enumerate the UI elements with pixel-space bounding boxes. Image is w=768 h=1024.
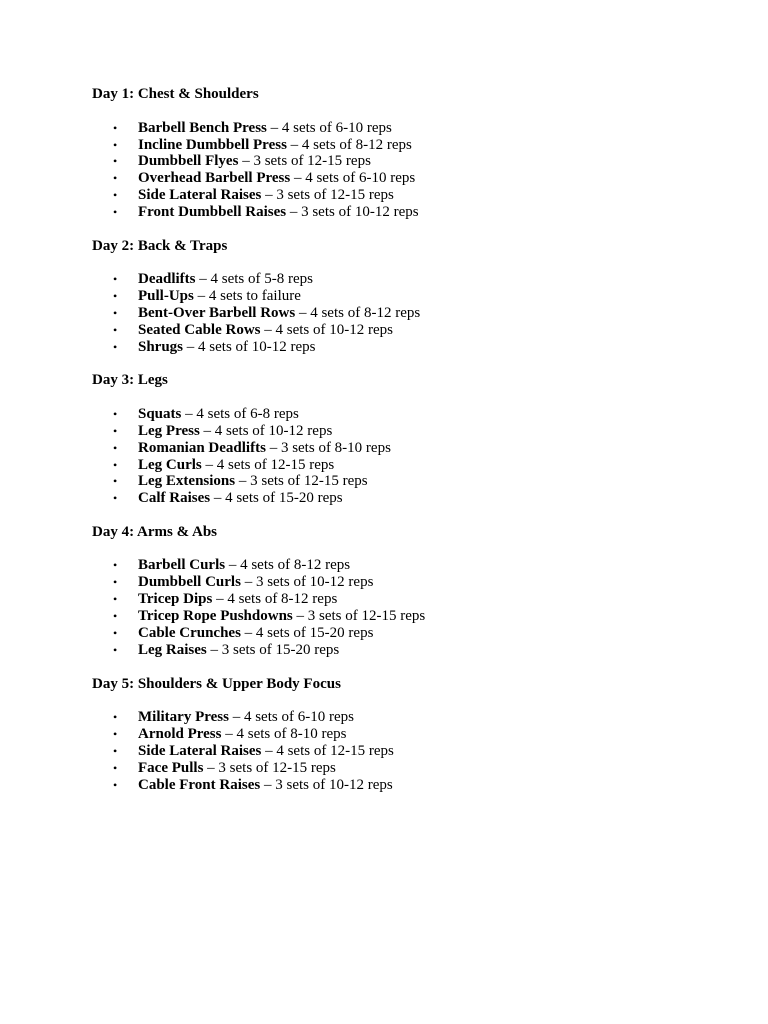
list-item [113, 322, 393, 339]
list-item [113, 557, 350, 574]
bullet-icon: • [113, 138, 118, 152]
exercise-name: Barbell Curls [138, 557, 226, 573]
exercise-detail: – 3 sets of 10-12 reps [286, 204, 419, 220]
exercise-detail: – 4 sets of 10-12 reps [183, 339, 316, 355]
exercise-name: Seated Cable Rows [138, 322, 261, 338]
exercise-name: Romanian Deadlifts [138, 440, 266, 456]
list-item [113, 271, 313, 288]
list-item [113, 288, 301, 305]
exercise-name: Pull-Ups [138, 288, 194, 304]
exercise-name: Overhead Barbell Press [138, 170, 291, 186]
exercise-detail: – 4 sets of 15-20 reps [210, 490, 343, 506]
exercise-name: Side Lateral Raises [138, 743, 262, 759]
exercise-detail: – 4 sets of 8-12 reps [212, 591, 338, 607]
exercise-detail: – 4 sets of 15-20 reps [240, 625, 374, 641]
list-item [113, 440, 391, 457]
exercise-name: Squats [138, 406, 182, 422]
list-item [113, 423, 332, 440]
bullet-icon: • [113, 491, 118, 505]
exercise-name: Leg Curls [138, 457, 202, 473]
bullet-icon: • [113, 289, 118, 303]
bullet-icon: • [113, 710, 118, 724]
exercise-detail: – 4 sets of 8-12 reps [225, 557, 351, 573]
exercise-detail: – 3 sets of 12-15 reps [261, 187, 394, 203]
bullet-icon: • [113, 424, 118, 438]
exercise-detail: – 3 sets of 12-15 reps [235, 473, 368, 489]
exercise-detail: – 3 sets of 12-15 reps [203, 760, 336, 776]
exercise-name: Military Press [138, 709, 229, 725]
list-item [113, 305, 420, 322]
bullet-icon: • [113, 188, 118, 202]
bullet-icon: • [113, 761, 118, 775]
exercise-name: Leg Press [138, 423, 200, 439]
exercise-detail: – 3 sets of 10-12 reps [240, 574, 374, 590]
exercise-name: Tricep Dips [138, 591, 213, 607]
bullet-icon: • [113, 458, 118, 472]
exercise-detail: – 4 sets of 6-10 reps [266, 120, 392, 136]
list-item [113, 760, 336, 777]
exercise-detail: – 3 sets of 12-15 reps [292, 608, 426, 624]
exercise-detail: – 4 sets to failure [193, 288, 301, 304]
list-item [113, 642, 339, 659]
bullet-icon: • [113, 558, 118, 572]
bullet-icon: • [113, 626, 118, 640]
bullet-icon: • [113, 575, 118, 589]
day-3-heading: Day 3: Legs [92, 372, 168, 388]
exercise-name: Side Lateral Raises [138, 187, 262, 203]
exercise-name: Shrugs [138, 339, 184, 355]
bullet-icon: • [113, 474, 118, 488]
exercise-detail: – 4 sets of 10-12 reps [199, 423, 333, 439]
list-item [113, 187, 394, 204]
bullet-icon: • [113, 340, 118, 354]
exercise-name: Dumbbell Curls [138, 574, 241, 590]
bullet-icon: • [113, 407, 118, 421]
list-item [113, 170, 415, 187]
bullet-icon: • [113, 323, 118, 337]
exercise-detail: – 4 sets of 6-10 reps [290, 170, 416, 186]
exercise-name: Leg Raises [138, 642, 207, 658]
bullet-icon: • [113, 744, 118, 758]
bullet-icon: • [113, 154, 118, 168]
bullet-icon: • [113, 592, 118, 606]
list-item [113, 137, 412, 154]
exercise-name: Calf Raises [138, 490, 211, 506]
exercise-detail: – 4 sets of 8-12 reps [295, 305, 421, 321]
day-2-heading: Day 2: Back & Traps [92, 238, 228, 254]
list-item [113, 608, 425, 625]
list-item [113, 473, 368, 490]
list-item [113, 153, 371, 170]
list-item [113, 591, 337, 608]
exercise-name: Face Pulls [138, 760, 204, 776]
exercise-detail: – 4 sets of 6-8 reps [181, 406, 299, 422]
bullet-icon: • [113, 121, 118, 135]
bullet-icon: • [113, 205, 118, 219]
day-5-heading: Day 5: Shoulders & Upper Body Focus [92, 676, 341, 692]
bullet-icon: • [113, 643, 118, 657]
list-item [113, 743, 394, 760]
day-4-heading: Day 4: Arms & Abs [92, 524, 218, 540]
bullet-icon: • [113, 272, 118, 286]
exercise-name: Cable Front Raises [138, 777, 261, 793]
bullet-icon: • [113, 727, 118, 741]
exercise-name: Arnold Press [138, 726, 222, 742]
exercise-detail: – 3 sets of 8-10 reps [265, 440, 391, 456]
list-item [113, 204, 419, 221]
bullet-icon: • [113, 441, 118, 455]
day-1-heading: Day 1: Chest & Shoulders [92, 86, 259, 102]
list-item [113, 625, 373, 642]
exercise-name: Leg Extensions [138, 473, 236, 489]
exercise-name: Barbell Bench Press [138, 120, 267, 136]
list-item [113, 709, 354, 726]
list-item [113, 777, 393, 794]
list-item [113, 457, 334, 474]
exercise-name: Incline Dumbbell Press [138, 137, 287, 153]
exercise-name: Front Dumbbell Raises [138, 204, 287, 220]
exercise-name: Dumbbell Flyes [138, 153, 239, 169]
exercise-detail: – 3 sets of 10-12 reps [260, 777, 393, 793]
exercise-name: Deadlifts [138, 271, 196, 287]
exercise-detail: – 3 sets of 12-15 reps [238, 153, 371, 169]
exercise-detail: – 4 sets of 12-15 reps [261, 743, 394, 759]
list-item [113, 574, 373, 591]
exercise-detail: – 4 sets of 8-12 reps [286, 137, 412, 153]
bullet-icon: • [113, 778, 118, 792]
bullet-icon: • [113, 609, 118, 623]
exercise-detail: – 4 sets of 10-12 reps [260, 322, 393, 338]
list-item [113, 120, 392, 137]
exercise-name: Bent-Over Barbell Rows [138, 305, 296, 321]
exercise-name: Cable Crunches [138, 625, 241, 641]
exercise-detail: – 4 sets of 8-10 reps [221, 726, 347, 742]
bullet-icon: • [113, 306, 118, 320]
list-item [113, 726, 346, 743]
list-item [113, 339, 316, 356]
exercise-detail: – 4 sets of 6-10 reps [228, 709, 354, 725]
exercise-detail: – 3 sets of 15-20 reps [206, 642, 340, 658]
bullet-icon: • [113, 171, 118, 185]
list-item [113, 406, 299, 423]
list-item [113, 490, 343, 507]
exercise-detail: – 4 sets of 5-8 reps [195, 271, 313, 287]
exercise-name: Tricep Rope Pushdowns [138, 608, 293, 624]
exercise-detail: – 4 sets of 12-15 reps [201, 457, 335, 473]
